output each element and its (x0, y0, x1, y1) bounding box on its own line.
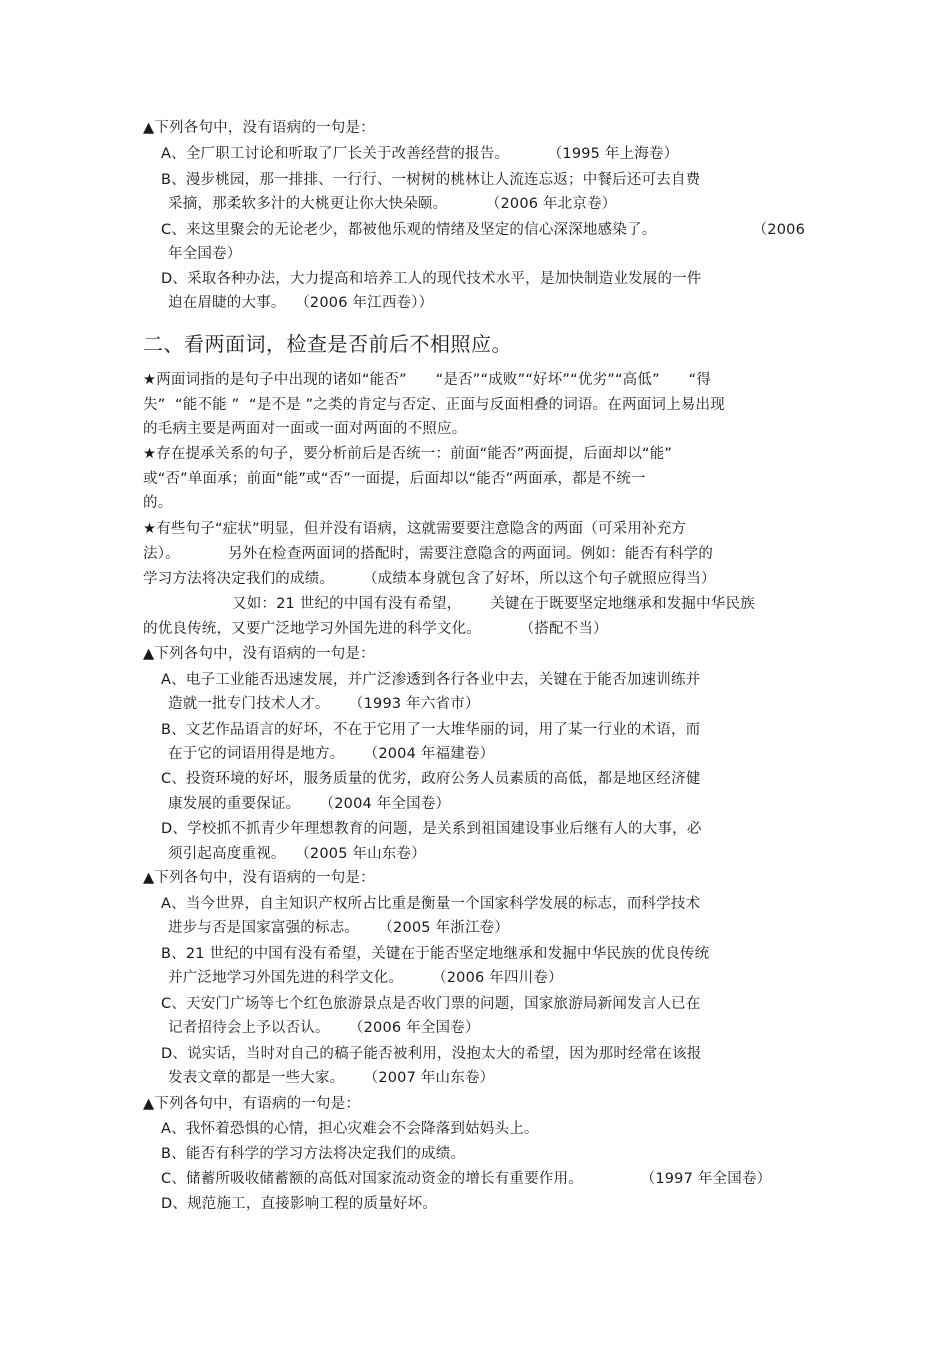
paragraph-line: 的。 (143, 495, 173, 511)
paragraph-line: ★有些句子“症状”明显，但并没有语病，这就需要要注意隐含的两面（可采用补充方 (143, 521, 687, 537)
paragraph-line: ★两面词指的是句子中出现的诸如“能否” “是否”“成败”“好坏”“优劣”“高低” “得 (143, 372, 712, 388)
option-a: A、当今世界，自主知识产权所占比重是衡量一个国家科学发展的标志，而科学技术 (161, 896, 701, 912)
paragraph-line: 法）。 另外在检查两面词的搭配时，需要注意隐含的两面词。例如：能否有科学的 (143, 546, 714, 562)
option-c: C、投资环境的好坏，服务质量的优劣，政府公务人员素质的高低，都是地区经济健 (161, 771, 701, 787)
paragraph-line: 的毛病主要是两面对一面或一面对两面的不照应。 (143, 421, 467, 437)
option-d-cont: 迫在眉睫的大事。 （2006 年江西卷）） (168, 295, 434, 311)
paragraph-line: 或“否”单面承；前面“能”或“否”一面提，后面却以“能否”两面承，都是不统一 (143, 471, 646, 487)
option-c-cont: 年全国卷） (168, 246, 242, 262)
option-a: A、全厂职工讨论和听取了厂长关于改善经营的报告。 （1995 年上海卷） (161, 146, 679, 162)
question-prompt: ▲下列各句中，没有语病的一句是： (143, 646, 375, 662)
paragraph-line: 学习方法将决定我们的成绩。 （成绩本身就包含了好坏，所以这个句子就照应得当） (143, 571, 716, 587)
option-a-cont: 进步与否是国家富强的标志。 （2005 年浙江卷） (168, 920, 510, 936)
option-d: D、采取各种办法，大力提高和培养工人的现代技术水平，是加快制造业发展的一件 (161, 271, 702, 287)
option-a: A、电子工业能否迅速发展，并广泛渗透到各行各业中去，关键在于能否加速训练并 (161, 672, 701, 688)
option-c: C、天安门广场等七个红色旅游景点是否收门票的问题，国家旅游局新闻发言人已在 (161, 996, 701, 1012)
option-b-cont: 并广泛地学习外国先进的科学文化。 （2006 年四川卷） (168, 970, 563, 986)
option-a: A、我怀着恐惧的心情，担心灾难会不会降落到姑妈头上。 (161, 1121, 539, 1137)
question-prompt: ▲下列各句中，没有语病的一句是： (143, 120, 375, 136)
option-b: B、能否有科学的学习方法将决定我们的成绩。 (161, 1146, 466, 1162)
option-b: B、漫步桃园，那一排排、一行行、一树树的桃林让人流连忘返；中餐后还可去自费 (161, 172, 701, 188)
paragraph-line: 的优良传统，又要广泛地学习外国先进的科学文化。 （搭配不当） (143, 621, 608, 637)
option-d-cont: 须引起高度重视。 （2005 年山东卷） (168, 846, 426, 862)
paragraph-line: 又如：21 世纪的中国有没有希望， 关键在于既要坚定地继承和发掘中华民族 (232, 596, 755, 612)
option-c: C、储蓄所吸收储蓄额的高低对国家流动资金的增长有重要作用。 （1997 年全国卷） (161, 1171, 772, 1187)
paragraph-line: ★存在提承关系的句子，要分析前后是否统一：前面“能否”两面提，后面却以“能” (143, 446, 673, 462)
option-c: C、来这里聚会的无论老少，都被他乐观的情绪及坚定的信心深深地感染了。 （2006 (161, 222, 806, 238)
option-b: B、文艺作品语言的好坏，不在于它用了一大堆华丽的词，用了某一行业的术语，而 (161, 722, 701, 738)
option-d: D、说实话，当时对自己的稿子能否被利用，没抱太大的希望，因为那时经常在该报 (161, 1046, 702, 1062)
question-prompt: ▲下列各句中，没有语病的一句是： (143, 870, 375, 886)
option-d-cont: 发表文章的都是一些大家。 （2007 年山东卷） (168, 1070, 495, 1086)
option-a-cont: 造就一批专门技术人才。 （1993 年六省市） (168, 696, 480, 712)
option-b-cont: 采摘，那柔软多汁的大桃更让你大快朵颐。 （2006 年北京卷） (168, 196, 617, 212)
paragraph-line: 失” “能不能 ” “是不是 ”之类的肯定与否定、正面与反面相叠的词语。在两面词上易出现 (143, 397, 725, 413)
option-d: D、学校抓不抓青少年理想教育的问题，是关系到祖国建设事业后继有人的大事，必 (161, 821, 702, 837)
option-d: D、规范施工，直接影响工程的质量好坏。 (161, 1196, 437, 1212)
option-b: B、21 世纪的中国有没有希望，关键在于能否坚定地继承和发掘中华民族的优良传统 (161, 946, 710, 962)
section-heading: 二、看两面词，检查是否前后不相照应。 (143, 332, 512, 356)
option-b-cont: 在于它的词语用得是地方。 （2004 年福建卷） (168, 746, 495, 762)
question-prompt: ▲下列各句中，有语病的一句是： (143, 1096, 361, 1112)
option-c-cont: 记者招待会上予以否认。 （2006 年全国卷） (168, 1020, 480, 1036)
option-c-cont: 康发展的重要保证。 （2004 年全国卷） (168, 796, 451, 812)
